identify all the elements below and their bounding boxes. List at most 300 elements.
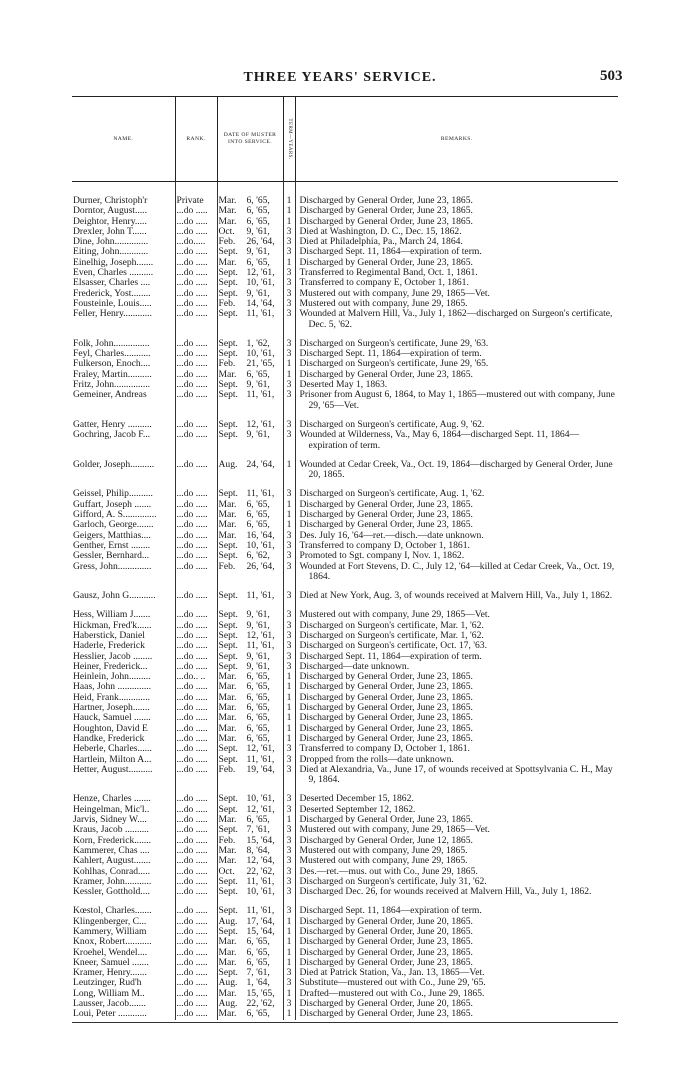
muster-month: Sept. bbox=[218, 540, 238, 551]
table-row bbox=[72, 906, 618, 916]
muster-day-year: 6, '65, bbox=[246, 723, 270, 734]
cell-term: 1 bbox=[283, 917, 295, 927]
muster-month: Mar. bbox=[218, 723, 237, 734]
spacer-cell bbox=[283, 601, 295, 610]
muster-month: Mar. bbox=[218, 520, 237, 531]
remarks-text: Mustered out with company, June 29, 1865—Vet. bbox=[299, 288, 490, 299]
muster-month: Feb. bbox=[218, 237, 236, 248]
cell-name: Gatter, Henry .......... bbox=[73, 419, 152, 430]
muster-day-year: 11, '61, bbox=[246, 309, 275, 320]
cell-muster-date bbox=[217, 856, 283, 866]
muster-day-year: 6, '65, bbox=[246, 692, 270, 703]
spacer-cell bbox=[72, 785, 175, 794]
spacer-cell bbox=[217, 411, 283, 420]
cell-remarks bbox=[295, 278, 618, 288]
table-row bbox=[72, 520, 618, 530]
table-row bbox=[72, 978, 618, 988]
cell-name: Fraley, Martin.......... bbox=[73, 369, 152, 380]
remarks-text: Transferred to Regimental Band, Oct. 1, 1861. bbox=[299, 268, 478, 279]
cell-remarks bbox=[295, 805, 618, 815]
muster-day-year: 22, '62, bbox=[246, 999, 275, 1010]
muster-month: Sept. bbox=[218, 610, 238, 621]
cell-name: Kraus, Jacob .......... bbox=[73, 825, 149, 836]
muster-day-year: 15, '65, bbox=[246, 988, 275, 999]
muster-month: Mar. bbox=[218, 937, 237, 948]
spacer-cell bbox=[175, 480, 217, 489]
cell-muster-date bbox=[217, 206, 283, 216]
column-header-remarks: REMARKS. bbox=[295, 97, 618, 182]
muster-day-year: 11, '61, bbox=[246, 906, 275, 917]
cell-term: 3 bbox=[283, 349, 295, 359]
cell-muster-date bbox=[217, 621, 283, 631]
cell-term: 3 bbox=[283, 562, 295, 583]
table-row bbox=[72, 217, 618, 227]
cell-rank: ...do ..... bbox=[175, 805, 217, 815]
table-row bbox=[72, 430, 618, 451]
cell-rank: ...do ..... bbox=[175, 877, 217, 887]
cell-rank: ...do ..... bbox=[175, 815, 217, 825]
table-row bbox=[72, 652, 618, 662]
cell-rank: ...do ..... bbox=[175, 867, 217, 877]
remarks-text: Discharged Sept. 11, 1864—expiration of term. bbox=[299, 349, 482, 360]
cell-muster-date bbox=[217, 349, 283, 359]
column-header-term bbox=[283, 97, 295, 182]
cell-muster-date bbox=[217, 765, 283, 786]
table-row bbox=[72, 380, 618, 390]
cell-rank: ...do ..... bbox=[175, 744, 217, 754]
table-row bbox=[72, 258, 618, 268]
spacer-cell bbox=[283, 785, 295, 794]
cell-term: 1 bbox=[283, 206, 295, 216]
muster-day-year: 12, '64, bbox=[246, 856, 275, 867]
table-row bbox=[72, 856, 618, 866]
cell-term: 3 bbox=[283, 390, 295, 411]
muster-month: Feb. bbox=[218, 359, 236, 370]
muster-day-year: 6, '65, bbox=[246, 682, 270, 693]
muster-month: Mar. bbox=[218, 206, 237, 217]
cell-name: Kneer, Samuel ....... bbox=[73, 957, 149, 968]
cell-muster-date bbox=[217, 460, 283, 481]
table-row bbox=[72, 621, 618, 631]
cell-rank: ...do ..... bbox=[175, 390, 217, 411]
cell-remarks bbox=[295, 237, 618, 247]
cell-rank: ...do ..... bbox=[175, 906, 217, 916]
cell-term: 1 bbox=[283, 724, 295, 734]
muster-day-year: 6, '65, bbox=[246, 947, 270, 958]
cell-rank: ...do ..... bbox=[175, 247, 217, 257]
muster-month: Aug. bbox=[218, 459, 238, 470]
cell-name: Kammerer, Chas .... bbox=[73, 845, 150, 856]
cell-rank: ...do ..... bbox=[175, 562, 217, 583]
table-row bbox=[72, 937, 618, 947]
muster-month: Mar. bbox=[218, 257, 237, 268]
cell-term: 3 bbox=[283, 430, 295, 451]
muster-day-year: 9, '61, bbox=[246, 610, 270, 621]
table-row bbox=[72, 182, 618, 207]
remarks-text: Died at Patrick Station, Va., Jan. 13, 1865—Vet. bbox=[299, 968, 485, 979]
table-row bbox=[72, 227, 618, 237]
table-row bbox=[72, 562, 618, 583]
table-row bbox=[72, 591, 618, 601]
muster-month: Mar. bbox=[218, 713, 237, 724]
cell-term: 3 bbox=[283, 591, 295, 601]
muster-day-year: 24, '64, bbox=[246, 459, 275, 470]
cell-name: Kœstol, Charles....... bbox=[73, 906, 152, 917]
cell-term: 1 bbox=[283, 815, 295, 825]
cell-muster-date bbox=[217, 713, 283, 723]
remarks-text: Discharged by General Order, June 23, 1865. bbox=[299, 499, 473, 510]
cell-remarks bbox=[295, 370, 618, 380]
cell-rank: ...do ..... bbox=[175, 682, 217, 692]
cell-term: 3 bbox=[283, 999, 295, 1009]
muster-month: Sept. bbox=[218, 651, 238, 662]
muster-day-year: 9, '61, bbox=[246, 620, 270, 631]
cell-remarks bbox=[295, 247, 618, 257]
cell-name: Kramer, John........... bbox=[73, 876, 152, 887]
muster-day-year: 6, '65, bbox=[246, 195, 270, 206]
muster-day-year: 15, '64, bbox=[246, 835, 275, 846]
cell-name: Long, William M.. bbox=[73, 988, 145, 999]
cell-remarks bbox=[295, 815, 618, 825]
cell-remarks bbox=[295, 887, 618, 897]
muster-day-year: 7, '61, bbox=[246, 825, 270, 836]
table-row bbox=[72, 815, 618, 825]
remarks-text: Discharged by General Order, June 23, 1865. bbox=[299, 713, 473, 724]
cell-rank: ...do ..... bbox=[175, 278, 217, 288]
cell-name: Drexler, John T...... bbox=[73, 226, 147, 237]
spacer-cell bbox=[72, 582, 175, 591]
muster-day-year: 9, '61, bbox=[246, 247, 270, 258]
cell-term: 1 bbox=[283, 989, 295, 999]
cell-remarks bbox=[295, 420, 618, 430]
cell-name: Folk, John............... bbox=[73, 338, 150, 349]
muster-month: Sept. bbox=[218, 744, 238, 755]
remarks-text: Discharged by General Order, June 20, 1865. bbox=[299, 916, 473, 927]
cell-term: 3 bbox=[283, 978, 295, 988]
muster-day-year: 6, '65, bbox=[246, 499, 270, 510]
cell-name: Gifford, A. S.............. bbox=[73, 510, 157, 521]
cell-remarks bbox=[295, 937, 618, 947]
cell-remarks bbox=[295, 500, 618, 510]
row-spacer bbox=[72, 601, 618, 610]
muster-day-year: 6, '65, bbox=[246, 937, 270, 948]
cell-remarks bbox=[295, 359, 618, 369]
muster-day-year: 8, '64, bbox=[246, 845, 270, 856]
cell-rank: ...do ..... bbox=[175, 917, 217, 927]
spacer-cell bbox=[217, 897, 283, 906]
cell-name: Gessler, Bernhard... bbox=[73, 551, 150, 562]
cell-muster-date bbox=[217, 631, 283, 641]
muster-day-year: 6, '62, bbox=[246, 551, 270, 562]
cell-remarks bbox=[295, 662, 618, 672]
table-row bbox=[72, 805, 618, 815]
muster-month: Mar. bbox=[218, 530, 237, 541]
cell-name: Einelhig, Joseph....... bbox=[73, 257, 154, 268]
muster-month: Mar. bbox=[218, 733, 237, 744]
cell-remarks bbox=[295, 562, 618, 583]
cell-muster-date bbox=[217, 217, 283, 227]
muster-day-year: 17, '64, bbox=[246, 916, 275, 927]
column-header-term-label: TERM—YEARS. bbox=[287, 118, 292, 160]
cell-name: Knox, Robert........... bbox=[73, 937, 152, 948]
remarks-text: Substitute—mustered out with Co., June 29, '65. bbox=[299, 978, 486, 989]
cell-term: 3 bbox=[283, 610, 295, 620]
cell-muster-date bbox=[217, 968, 283, 978]
table-row bbox=[72, 500, 618, 510]
spacer-cell bbox=[283, 411, 295, 420]
muster-month: Sept. bbox=[218, 887, 238, 898]
cell-rank: ...do ..... bbox=[175, 713, 217, 723]
cell-term: 1 bbox=[283, 370, 295, 380]
cell-name: Dorntor, August..... bbox=[73, 206, 147, 217]
muster-day-year: 10, '61, bbox=[246, 794, 275, 805]
cell-muster-date bbox=[217, 278, 283, 288]
muster-month: Mar. bbox=[218, 988, 237, 999]
cell-name: Lausser, Jacob....... bbox=[73, 999, 146, 1010]
row-spacer bbox=[72, 582, 618, 591]
muster-month: Oct. bbox=[218, 226, 235, 237]
muster-day-year: 9, '61, bbox=[246, 661, 270, 672]
cell-rank: ...do ..... bbox=[175, 794, 217, 804]
muster-day-year: 11, '61, bbox=[246, 390, 275, 401]
muster-day-year: 6, '65, bbox=[246, 206, 270, 217]
table-row bbox=[72, 299, 618, 309]
cell-muster-date bbox=[217, 937, 283, 947]
remarks-text: Mustered out with company, June 29, 1865. bbox=[299, 298, 468, 309]
muster-month: Feb. bbox=[218, 298, 236, 309]
cell-term: 1 bbox=[283, 958, 295, 968]
muster-month: Sept. bbox=[218, 349, 238, 360]
table-row bbox=[72, 551, 618, 561]
cell-name: Hauck, Samuel ....... bbox=[73, 713, 151, 724]
cell-rank: ...do ..... bbox=[175, 958, 217, 968]
muster-day-year: 9, '61, bbox=[246, 226, 270, 237]
cell-rank: ...do ..... bbox=[175, 724, 217, 734]
muster-day-year: 6, '65, bbox=[246, 957, 270, 968]
cell-rank: ...do ..... bbox=[175, 217, 217, 227]
cell-muster-date bbox=[217, 906, 283, 916]
cell-muster-date bbox=[217, 500, 283, 510]
cell-remarks bbox=[295, 258, 618, 268]
muster-day-year: 1, '62, bbox=[246, 338, 270, 349]
muster-month: Aug. bbox=[218, 999, 238, 1010]
muster-day-year: 16, '64, bbox=[246, 530, 275, 541]
cell-name: Hartner, Joseph....... bbox=[73, 703, 150, 714]
cell-name: Heingelman, Mic'l.. bbox=[73, 804, 150, 815]
remarks-text: Discharged by General Order, June 23, 1865. bbox=[299, 703, 473, 714]
cell-rank: ...do ..... bbox=[175, 887, 217, 897]
table-row bbox=[72, 846, 618, 856]
cell-remarks bbox=[295, 551, 618, 561]
remarks-text: Discharged by General Order, June 12, 1865. bbox=[299, 835, 473, 846]
table-row bbox=[72, 489, 618, 499]
cell-term: 3 bbox=[283, 652, 295, 662]
cell-term: 3 bbox=[283, 744, 295, 754]
cell-term: 3 bbox=[283, 877, 295, 887]
muster-day-year: 11, '61, bbox=[246, 876, 275, 887]
cell-muster-date bbox=[217, 562, 283, 583]
cell-term: 1 bbox=[283, 182, 295, 207]
spacer-cell bbox=[283, 897, 295, 906]
muster-day-year: 6, '65, bbox=[246, 510, 270, 521]
cell-rank: ...do ..... bbox=[175, 856, 217, 866]
cell-remarks bbox=[295, 339, 618, 349]
remarks-text: Discharged on Surgeon's certificate, Oct. 17, '63. bbox=[299, 641, 487, 652]
cell-term: 3 bbox=[283, 621, 295, 631]
muster-month: Sept. bbox=[218, 390, 238, 401]
table-row bbox=[72, 794, 618, 804]
cell-remarks bbox=[295, 948, 618, 958]
muster-month: Aug. bbox=[218, 978, 238, 989]
cell-remarks bbox=[295, 591, 618, 601]
remarks-text: Died at Washington, D. C., Dec. 15, 1862. bbox=[299, 226, 462, 237]
muster-month: Feb. bbox=[218, 561, 236, 572]
cell-muster-date bbox=[217, 531, 283, 541]
muster-month: Sept. bbox=[218, 927, 238, 937]
table-row bbox=[72, 724, 618, 734]
cell-term: 3 bbox=[283, 906, 295, 916]
spacer-cell bbox=[72, 480, 175, 489]
cell-name: Hickman, Fred'k...... bbox=[73, 620, 152, 631]
cell-term: 3 bbox=[283, 489, 295, 499]
muster-day-year: 6, '65, bbox=[246, 369, 270, 380]
cell-term: 3 bbox=[283, 765, 295, 786]
remarks-text: Discharged by General Order, June 23, 1865. bbox=[299, 937, 473, 948]
cell-muster-date bbox=[217, 641, 283, 651]
spacer-cell bbox=[295, 451, 618, 460]
remarks-text: Deserted September 12, 1862. bbox=[299, 804, 416, 815]
muster-day-year: 9, '61, bbox=[246, 430, 270, 441]
muster-month: Mar. bbox=[218, 216, 237, 227]
cell-muster-date bbox=[217, 734, 283, 744]
muster-month: Sept. bbox=[218, 794, 238, 805]
cell-remarks bbox=[295, 349, 618, 359]
remarks-text: Discharged on Surgeon's certificate, July 31, '62. bbox=[299, 876, 487, 887]
muster-month: Sept. bbox=[218, 906, 238, 917]
table-row bbox=[72, 989, 618, 999]
cell-muster-date bbox=[217, 299, 283, 309]
cell-term: 1 bbox=[283, 948, 295, 958]
remarks-text: Mustered out with company, June 29, 1865. bbox=[299, 845, 468, 856]
remarks-text: Mustered out with company, June 29, 1865—Vet. bbox=[299, 825, 490, 836]
cell-term: 3 bbox=[283, 755, 295, 765]
cell-rank: ...do ..... bbox=[175, 268, 217, 278]
cell-term: 3 bbox=[283, 805, 295, 815]
muster-month: Mar. bbox=[218, 856, 237, 867]
cell-muster-date bbox=[217, 520, 283, 530]
cell-rank: ...do ..... bbox=[175, 652, 217, 662]
cell-name: Heiner, Frederick... bbox=[73, 661, 148, 672]
muster-month: Mar. bbox=[218, 499, 237, 510]
cell-rank: ...do ..... bbox=[175, 349, 217, 359]
cell-muster-date bbox=[217, 927, 283, 937]
cell-name: Houghton, David E bbox=[73, 723, 148, 734]
muster-month: Sept. bbox=[218, 591, 238, 602]
cell-term: 3 bbox=[283, 867, 295, 877]
remarks-text: Wounded at Cedar Creek, Va., Oct. 19, 1864—discharged by General Order, June 20, 1865. bbox=[299, 459, 613, 481]
cell-term: 3 bbox=[283, 299, 295, 309]
page-number: 503 bbox=[600, 68, 623, 84]
remarks-text: Discharged by General Order, June 23, 1865. bbox=[299, 520, 473, 531]
muster-day-year: 12, '61, bbox=[246, 630, 275, 641]
cell-remarks bbox=[295, 765, 618, 786]
spacer-cell bbox=[217, 785, 283, 794]
spacer-cell bbox=[217, 582, 283, 591]
cell-muster-date bbox=[217, 815, 283, 825]
spacer-cell bbox=[283, 480, 295, 489]
cell-muster-date bbox=[217, 489, 283, 499]
cell-rank: ...do ..... bbox=[175, 968, 217, 978]
cell-remarks bbox=[295, 978, 618, 988]
column-header-rank: RANK. bbox=[175, 97, 217, 182]
cell-muster-date bbox=[217, 693, 283, 703]
muster-month: Mar. bbox=[218, 369, 237, 380]
muster-month: Sept. bbox=[218, 338, 238, 349]
cell-term: 3 bbox=[283, 380, 295, 390]
cell-rank: ...do ..... bbox=[175, 693, 217, 703]
cell-term: 1 bbox=[283, 1009, 295, 1019]
cell-term: 3 bbox=[283, 247, 295, 257]
cell-term: 3 bbox=[283, 541, 295, 551]
row-spacer bbox=[72, 330, 618, 339]
muster-month: Aug. bbox=[218, 916, 238, 927]
cell-remarks bbox=[295, 430, 618, 451]
cell-remarks bbox=[295, 520, 618, 530]
cell-name: Jarvis, Sidney W.... bbox=[73, 815, 147, 826]
remarks-text: Discharged Sept. 11, 1864—expiration of term. bbox=[299, 651, 482, 662]
cell-rank: ...do ..... bbox=[175, 359, 217, 369]
cell-name: Golder, Joseph.......... bbox=[73, 459, 155, 470]
cell-muster-date bbox=[217, 958, 283, 968]
cell-name: Heid, Frank............. bbox=[73, 692, 151, 703]
cell-rank: ...do ..... bbox=[175, 541, 217, 551]
table-row bbox=[72, 765, 618, 786]
muster-month: Sept. bbox=[218, 247, 238, 258]
cell-muster-date bbox=[217, 682, 283, 692]
cell-remarks bbox=[295, 713, 618, 723]
cell-rank: ...do ..... bbox=[175, 591, 217, 601]
muster-month: Mar. bbox=[218, 682, 237, 693]
cell-muster-date bbox=[217, 744, 283, 754]
cell-muster-date bbox=[217, 672, 283, 682]
cell-remarks bbox=[295, 846, 618, 856]
muster-day-year: 12, '61, bbox=[246, 804, 275, 815]
cell-muster-date bbox=[217, 662, 283, 672]
roster-table-body bbox=[72, 182, 618, 1020]
cell-remarks bbox=[295, 206, 618, 216]
cell-rank: ...do ..... bbox=[175, 489, 217, 499]
column-header-date: DATE OF MUSTER INTO SERVICE. bbox=[217, 97, 283, 182]
muster-month: Sept. bbox=[218, 825, 238, 836]
cell-remarks bbox=[295, 927, 618, 937]
cell-muster-date bbox=[217, 359, 283, 369]
muster-day-year: 1, '64, bbox=[246, 978, 270, 989]
cell-rank: ...do ..... bbox=[175, 460, 217, 481]
cell-rank: ...do ..... bbox=[175, 734, 217, 744]
cell-term: 3 bbox=[283, 631, 295, 641]
muster-month: Mar. bbox=[218, 692, 237, 703]
cell-term: 3 bbox=[283, 856, 295, 866]
muster-day-year: 12, '61, bbox=[246, 419, 275, 430]
cell-remarks bbox=[295, 693, 618, 703]
cell-term: 1 bbox=[283, 520, 295, 530]
table-row bbox=[72, 693, 618, 703]
cell-remarks bbox=[295, 825, 618, 835]
table-row bbox=[72, 420, 618, 430]
muster-day-year: 22, '62, bbox=[246, 866, 275, 877]
muster-day-year: 6, '65, bbox=[246, 672, 270, 683]
cell-remarks bbox=[295, 217, 618, 227]
